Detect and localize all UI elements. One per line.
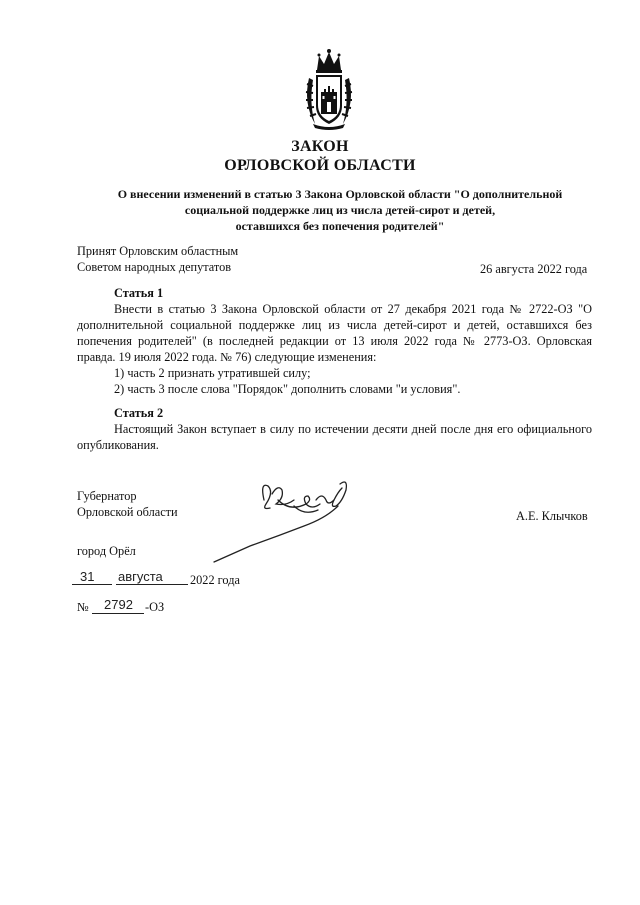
subject-line: социальной поддержке лиц из числа детей-сирот и детей, [184,203,496,217]
adoption-line-2: Советом народных депутатов [77,260,232,274]
signatory-position-line-2: Орловской области [77,505,178,519]
signatory-position-line-1: Губернатор [77,489,137,503]
article-1-heading: Статья 1 [114,286,164,300]
month-handwritten: августа [118,569,163,584]
number-sign: № [77,600,89,614]
coat-of-arms-emblem [303,48,355,130]
article-1-item-1: 1) часть 2 признать утратившей силу; [114,366,311,380]
article-2-heading: Статья 2 [114,406,164,420]
law-number-handwritten: 2792 [104,597,133,612]
region-title: ОРЛОВСКОЙ ОБЛАСТИ [224,157,416,174]
number-underline [92,613,144,614]
article-1-paragraph: Внести в статью 3 Закона Орловской области от 27 декабря 2021 года № 2722-ОЗ "О дополнительной социальной поддержке лиц из числа детей-сирот и детей, оставшихся без попечения родителей" (в последней редакции от 13 июля 2022 года № 2773-ОЗ. Орловская правда. 19 июля 2022 года. № 76) следующие изменения: [77,302,592,364]
article-1-item-2: 2) часть 3 после слова "Порядок" дополнить словами "и условия". [114,382,461,396]
subject-line: оставшихся без попечения родителей" [235,219,445,233]
year-text: 2022 года [190,573,240,587]
day-underline [72,584,112,585]
law-subject [90,186,590,234]
adoption-line-1: Принят Орловским областным [77,244,239,258]
subject-line: О внесении изменений в статью 3 Закона Орловской области "О дополнительной [117,187,563,201]
adoption-date: 26 августа 2022 года [480,262,588,276]
handwritten-signature [208,470,358,570]
signatory-name: А.Е. Клычков [516,509,588,523]
city: город Орёл [77,544,136,558]
month-underline [116,584,188,585]
doc-type-title: ЗАКОН [291,138,349,155]
article-2-paragraph: Настоящий Закон вступает в силу по истечении десяти дней после дня его официального опубликования. [77,422,592,452]
number-suffix: -ОЗ [145,600,165,614]
day-handwritten: 31 [80,569,95,584]
